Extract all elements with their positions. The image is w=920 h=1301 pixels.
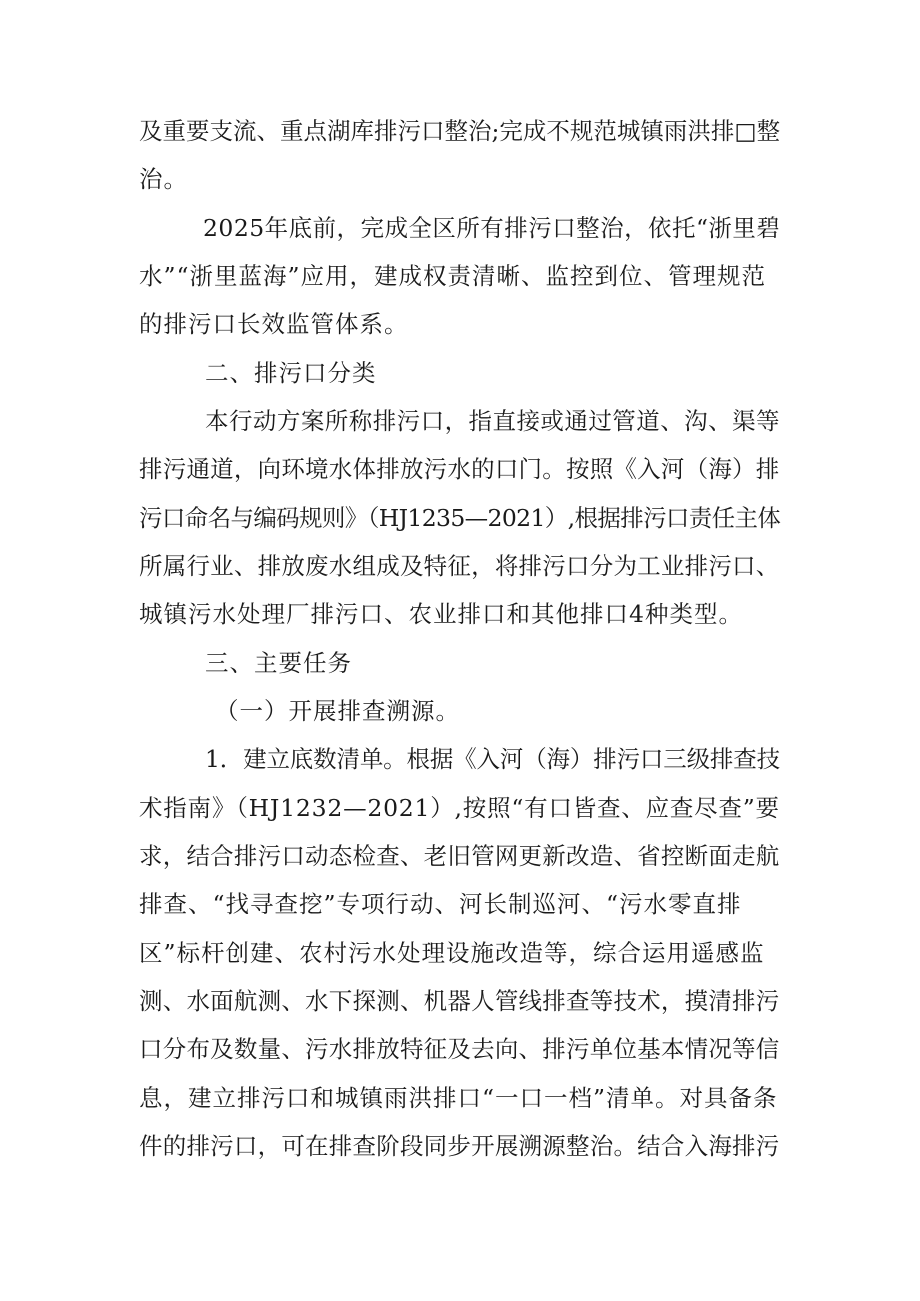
text-line: 污口命名与编码规则》（HJ1235—2021）,根据排污口责任主体	[139, 504, 781, 532]
subsection-heading: （一）开展排查溯源。	[215, 697, 460, 725]
text-line: 求，结合排污口动态检查、老旧管网更新改造、省控断面走航	[139, 842, 780, 870]
text-line: 治。	[139, 165, 188, 193]
text-line: 所属行业、排放废水组成及特征，将排污口分为工业排污口、	[139, 552, 780, 580]
text-line: 息，建立排污口和城镇雨洪排口“一口一档”清单。对具备条	[139, 1084, 778, 1112]
text-line: 的排污口长效监管体系。	[139, 310, 409, 338]
text-line: 区”标杆创建、农村污水处理设施改造等，综合运用遥感监	[139, 939, 765, 967]
text-line: 排污通道，向环境水体排放污水的口门。按照《入河（海）排	[139, 455, 780, 483]
text-line: 术指南》（HJ1232—2021）,按照“有口皆查、应查尽查”要	[139, 794, 780, 822]
text-line: 城镇污水处理厂排污口、农业排口和其他排口4种类型。	[139, 600, 743, 628]
text-line: 及重要支流、重点湖库排污口整治;完成不规范城镇雨洪排□整	[139, 117, 781, 145]
text-line: 测、水面航测、水下探测、机器人管线排查等技术，摸清排污	[139, 987, 780, 1015]
text-line: 件的排污口，可在排查阶段同步开展溯源整治。结合入海排污	[139, 1132, 780, 1160]
text-line: 2025年底前，完成全区所有排污口整治，依托“浙里碧	[203, 214, 781, 242]
text-line: 1．建立底数清单。根据《入河（海）排污口三级排查技	[205, 745, 780, 773]
section-heading: 三、主要任务	[205, 649, 352, 677]
text-line: 排查、“找寻查挖”专项行动、河长制巡河、“污水零直排	[139, 890, 742, 918]
section-heading: 二、排污口分类	[205, 359, 377, 387]
text-line: 口分布及数量、污水排放特征及去向、排污单位基本情况等信	[139, 1035, 780, 1063]
text-line: 本行动方案所称排污口，指直接或通过管道、沟、渠等	[205, 407, 780, 435]
text-line: 水”“浙里蓝海”应用，建成权责清晰、监控到位、管理规范	[139, 262, 767, 290]
